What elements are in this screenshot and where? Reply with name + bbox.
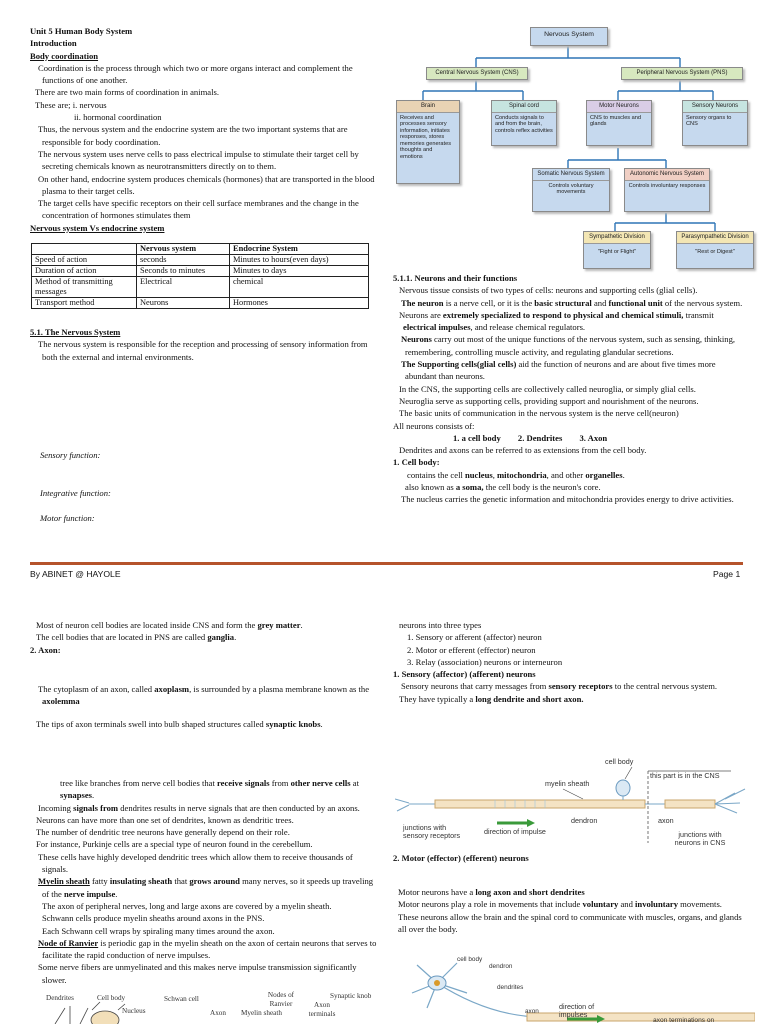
chart-node-title: Central Nervous System (CNS) xyxy=(435,70,519,76)
text-run: ganglia xyxy=(207,632,235,643)
chart-node-autonomic xyxy=(624,168,710,212)
paragraph: ii. hormonal coordination xyxy=(74,112,162,123)
section-heading: 5.1. The Nervous System xyxy=(30,327,121,337)
integrative-function-label: Integrative function: xyxy=(40,488,111,498)
sensory-neurons-heading: 1. Sensory (affector) (afferent) neurons xyxy=(393,669,536,680)
chart-node-sensory-neurons xyxy=(682,100,748,146)
text-run: long dendrite and short axon. xyxy=(475,693,584,704)
diagram-label: Myelin sheath xyxy=(241,1009,282,1017)
table-cell: Speed of action xyxy=(32,255,137,266)
figure-label-cell-body: cell body xyxy=(605,757,634,766)
diagram-label: Cell body xyxy=(97,994,126,1002)
figure-label-junction-receptors: junctions with sensory receptors xyxy=(403,823,461,840)
table-cell: Hormones xyxy=(230,298,369,309)
chart-node-cns xyxy=(426,67,528,80)
table-header-cell: Nervous system xyxy=(137,244,230,255)
table-cell: Method of transmitting messages xyxy=(32,277,137,298)
figure-label-dendron: dendron xyxy=(571,816,598,825)
text-run: tree like branches from nerve cell bodies that xyxy=(60,778,218,788)
paragraph: Dendrites and axons can be referred to as extensions from the cell body. xyxy=(399,445,647,456)
text-run: extremely specialized to respond to physical and chemical stimuli, xyxy=(442,309,684,320)
text-run: also known as xyxy=(405,482,456,493)
chart-node-title: Brain xyxy=(397,101,459,113)
paragraph xyxy=(30,683,370,708)
chart-node-pns xyxy=(621,67,743,80)
figure-label-myelin: myelin sheath xyxy=(545,779,590,788)
text-run: that xyxy=(172,876,190,887)
paragraph xyxy=(393,309,743,334)
axon-heading: 2. Axon: xyxy=(30,644,61,655)
text-run: to the central nervous system. xyxy=(612,681,718,692)
paragraph: The nervous system is responsible for the reception and processing of sensory information from both the external and internal environments. xyxy=(38,339,368,362)
paragraph: Each Schwann cell wraps by spiraling many times around the axon. xyxy=(42,925,275,936)
paragraph: All neurons consists of: xyxy=(393,420,475,431)
text-run: fatty xyxy=(89,876,110,887)
figure-label-dendron: dendron xyxy=(489,963,513,970)
diagram-label: Nucleus xyxy=(122,1007,146,1015)
table-cell: Electrical xyxy=(137,277,230,298)
paragraph xyxy=(30,777,380,802)
motor-neuron-figure xyxy=(397,953,755,1024)
list-item: 3. Relay (association) neurons or interneuron xyxy=(407,656,563,667)
paragraph: Coordination is the process through which two or more organs interact and complement the functions of one another. xyxy=(38,62,353,86)
page-divider xyxy=(30,562,743,565)
text-run: The cell bodies that are located in PNS are called xyxy=(36,632,208,643)
table-header-cell xyxy=(32,244,137,255)
text-run: organelles xyxy=(585,469,623,480)
chart-node-title: Parasympathetic Division xyxy=(677,232,753,244)
chart-node-somatic xyxy=(532,168,610,212)
text-run: . xyxy=(300,620,303,630)
paragraph: The number of dendritic tree neurons have generally depend on their role. xyxy=(36,827,290,838)
text-run: Motor neurons play a role in movements that include xyxy=(398,899,583,910)
sensory-function-label: Sensory function: xyxy=(40,450,101,460)
paragraph: These neurons allow the brain and the spinal cord to communicate with muscles, organs, and glands all over the body. xyxy=(398,911,742,934)
body-coordination-heading: Body coordination xyxy=(30,50,99,61)
text-run: nucleus xyxy=(465,469,493,480)
unit-title: Unit 5 Human Body System xyxy=(30,26,133,36)
text-run: grey matter xyxy=(257,620,301,630)
text-run: The cytoplasm of an axon, called xyxy=(38,684,155,694)
paragraph: The nucleus carries the genetic information and mitochondria provides energy to drive activities. xyxy=(401,494,734,505)
text-run: transmit xyxy=(683,309,714,320)
chart-node-title: Sympathetic Division xyxy=(584,232,650,244)
table-row xyxy=(32,255,369,266)
motor-neurons-heading-block xyxy=(393,852,743,864)
text-run: The Supporting cells(glial cells) xyxy=(401,359,517,370)
paragraph: The basic units of communication in the nervous system is the nerve cell(neuron) xyxy=(399,408,679,419)
chart-node-sympathetic xyxy=(583,231,651,269)
paragraph: These are; i. nervous xyxy=(35,99,107,110)
paragraph xyxy=(393,297,743,309)
text-run: synapses xyxy=(60,790,92,801)
paragraph xyxy=(30,619,380,631)
diagram-label: Nodes of Ranvier xyxy=(267,991,295,1008)
text-run: the cell body is the neuron's core. xyxy=(483,482,601,493)
text-run: Sensory neurons that carry messages from xyxy=(401,681,549,692)
page1-right-column xyxy=(393,272,743,506)
text-run: . xyxy=(92,790,95,801)
text-run: , and other xyxy=(546,469,586,480)
paragraph xyxy=(30,937,380,962)
text-run: Node of Ranvier xyxy=(38,937,99,948)
diagram-label: Axon terminals xyxy=(308,1001,336,1018)
text-run: aid the function of neurons and are about five times more abundant than neurons. xyxy=(405,359,716,382)
chart-node-body: "Rest or Digest" xyxy=(695,248,735,255)
text-run: is periodic gap in the myelin sheath on the axon of certain neurons that serves to facilitate the rapid conduction of nerve impulses. xyxy=(42,937,377,961)
text-run: . xyxy=(622,469,625,480)
chart-node-body: Receives and processes sensory information, initiates responses, stores memories generates thoughts and emotions xyxy=(400,114,451,160)
text-run: functional unit xyxy=(608,297,663,308)
text-run: from xyxy=(269,778,291,788)
table-cell: Transport method xyxy=(32,298,137,309)
list-item: 2. Motor or efferent (effector) neuron xyxy=(407,644,536,655)
figure-label-terminations: axon terminations on xyxy=(653,1017,715,1024)
section-5-1 xyxy=(30,326,380,363)
table-row xyxy=(32,298,369,309)
figure-label-cell-body: cell body xyxy=(457,956,483,963)
chart-node-motor-neurons xyxy=(586,100,652,146)
chart-node-title: Somatic Nervous System xyxy=(533,169,609,181)
text-run: Incoming xyxy=(38,802,74,813)
text-run: synaptic knobs xyxy=(265,719,321,729)
text-run: at xyxy=(350,778,359,788)
synaptic-knob-paragraph xyxy=(30,718,380,730)
paragraph xyxy=(393,469,743,481)
text-run: movements. xyxy=(678,899,722,910)
figure-label-cns: this part is in the CNS xyxy=(650,771,720,780)
text-run: dendrites results in nerve signals that are then conducted by an axons. xyxy=(118,802,360,813)
figure-label-axon: axon xyxy=(658,816,674,825)
text-run: The neuron xyxy=(401,297,444,308)
figure-label-dendrites: dendrites xyxy=(497,984,524,991)
paragraph xyxy=(393,680,743,692)
text-run: sensory receptors xyxy=(548,681,613,692)
text-run: , and release chemical regulators. xyxy=(470,322,586,333)
chart-node-title: Sensory Neurons xyxy=(683,101,747,113)
text-run: grows around xyxy=(189,876,240,887)
list-item: 1. Sensory or afferent (affector) neuron xyxy=(407,632,542,643)
chart-node-body: Controls voluntary movements xyxy=(548,182,594,195)
text-run: electrical impulses xyxy=(403,322,471,333)
axoplasm-paragraph xyxy=(30,683,370,708)
text-run: Motor neurons have a xyxy=(398,887,476,897)
paragraph: The nervous system uses nerve cells to pass electrical impulse to stimulate their target cell by secreting chemicals known as neurotransmitters directly on to them. xyxy=(38,148,359,172)
text-run: carry out most of the unique functions of the nervous system, such as sensing, thinking, remembering, controlling muscle activity, and regulating glandular secretions. xyxy=(405,334,736,357)
text-run: Myelin sheath xyxy=(38,876,90,887)
paragraph xyxy=(30,875,380,900)
text-run: The tips of axon terminals swell into bulb shaped structures called xyxy=(36,719,266,729)
chart-node-title: Nervous System xyxy=(544,31,594,38)
sensory-neuron-figure xyxy=(395,753,755,851)
text-run: other nerve cells xyxy=(290,778,351,788)
text-run: and xyxy=(618,899,636,910)
paragraph xyxy=(393,693,743,705)
text-run: Neurons are xyxy=(399,309,443,320)
chart-node-brain xyxy=(396,100,460,184)
text-run: , is surrounded by a plasma membrane known as the xyxy=(189,684,370,694)
diagram-label: Axon xyxy=(210,1009,226,1017)
text-run: and xyxy=(591,297,609,308)
comparison-heading: Nervous system Vs endocrine system xyxy=(30,222,165,233)
table-header-row xyxy=(32,244,369,255)
introduction-heading: Introduction xyxy=(30,38,77,49)
neuron-structure-diagram xyxy=(30,990,380,1024)
text-run: insulating sheath xyxy=(109,876,173,887)
page2-left-bottom xyxy=(30,777,380,986)
table-header-cell: Endocrine System xyxy=(230,244,369,255)
paragraph: Schwann cells produce myelin sheaths around axons in the PNS. xyxy=(42,913,265,924)
text-run: a soma, xyxy=(455,482,484,493)
paragraph: On other hand, endocrine system produces chemicals (hormones) that are transported in the blood plasma to their target cells. xyxy=(38,173,375,196)
section-heading: 5.1.1. Neurons and their functions xyxy=(393,273,518,283)
chart-node-body: CNS to muscles and glands xyxy=(590,114,641,127)
page2-right-top xyxy=(393,619,743,705)
table-cell: Neurons xyxy=(137,298,230,309)
nervous-system-chart xyxy=(393,23,755,275)
table-cell: Seconds to minutes xyxy=(137,266,230,277)
page2-right-motor xyxy=(398,886,743,935)
text-run: . xyxy=(234,632,237,643)
table-cell: Duration of action xyxy=(32,266,137,277)
text-run: Most of neuron cell bodies are located inside CNS and form the xyxy=(36,620,258,630)
text-run: Neurons xyxy=(401,334,432,345)
paragraph xyxy=(30,802,380,814)
chart-node-body: Controls involuntary responses xyxy=(628,182,706,189)
text-run: . xyxy=(320,719,323,729)
paragraph xyxy=(30,718,380,730)
table-cell: seconds xyxy=(137,255,230,266)
motor-neurons-heading: 2. Motor (effector) (efferent) neurons xyxy=(393,853,529,863)
text-run: , xyxy=(492,469,497,480)
table-row xyxy=(32,277,369,298)
chart-node-spinal-cord xyxy=(491,100,557,146)
chart-node-title: Motor Neurons xyxy=(587,101,651,113)
text-run: . xyxy=(115,888,118,899)
table-cell: Minutes to hours(even days) xyxy=(230,255,369,266)
paragraph: There are two main forms of coordination in animals. xyxy=(35,87,219,98)
paragraph xyxy=(393,333,743,358)
chart-node-title: Peripheral Nervous System (PNS) xyxy=(636,70,728,76)
diagram-label: Schwan cell xyxy=(164,995,199,1003)
paragraph: Neurons can have more than one set of dendrites, known as dendritic trees. xyxy=(36,814,294,825)
figure-label-direction: direction of impulse xyxy=(484,827,546,836)
paragraph: Neuroglia serve as supporting cells, providing support and nourishment of the neurons. xyxy=(399,395,699,406)
paragraph: These cells have highly developed dendritic trees which allow them to receive thousands of signals. xyxy=(38,851,353,875)
table-row xyxy=(32,266,369,277)
chart-node-body: Sensory organs to CNS xyxy=(686,114,732,127)
text-run: of the nervous system. xyxy=(662,297,743,308)
text-run: They have typically a xyxy=(399,693,476,704)
text-run: many nerves, so it speeds up traveling of the xyxy=(42,876,374,899)
text-run: axolemma xyxy=(42,696,80,707)
figure-label-junction-cns: junctions with neurons in CNS xyxy=(674,830,726,847)
paragraph: The axon of peripheral nerves, long and large axons are covered by a myelin sheath. xyxy=(42,900,332,911)
chart-node-title: Spinal cord xyxy=(492,101,556,113)
paragraph: Thus, the nervous system and the endocrine system are the two important systems that are responsible for body coordination. xyxy=(38,124,348,147)
neuron-parts-list: 1. a cell body 2. Dendrites 3. Axon xyxy=(453,432,608,443)
table-cell: chemical xyxy=(230,277,369,298)
footer-page-number: Page 1 xyxy=(713,569,741,579)
paragraph xyxy=(398,898,743,910)
figure-label-direction: direction of impulses xyxy=(559,1002,595,1019)
paragraph xyxy=(393,358,743,383)
text-run: mitochondria xyxy=(497,469,547,480)
paragraph: Some nerve fibers are unmyelinated and this makes nerve impulse transmission significantly slower. xyxy=(38,962,357,985)
text-run: contains the cell xyxy=(407,469,465,480)
text-run: is a nerve cell, or it is the xyxy=(443,297,535,308)
footer-author: By ABINET @ HAYOLE xyxy=(30,569,121,579)
paragraph: neurons into three types xyxy=(399,620,482,630)
paragraph: For instance, Purkinje cells are a special type of neuron found in the cerebellum. xyxy=(36,839,313,850)
diagram-label: Synaptic knob xyxy=(330,992,372,1000)
text-run: axoplasm xyxy=(154,684,190,694)
text-run: nerve impulse xyxy=(63,888,116,899)
paragraph: The target cells have specific receptors on their cell surface membranes and the change in the concentration of hormones stimulates them xyxy=(38,198,359,221)
paragraph xyxy=(30,631,380,643)
comparison-table xyxy=(31,243,369,309)
text-run: voluntary xyxy=(582,899,619,910)
text-run: signals from xyxy=(73,802,119,813)
figure-label-axon: axon xyxy=(525,1008,539,1015)
cell-body-heading: 1. Cell body: xyxy=(393,457,440,468)
chart-node-title: Autonomic Nervous System xyxy=(625,169,709,181)
text-run: receive signals xyxy=(217,778,270,788)
motor-function-label: Motor function: xyxy=(40,513,95,523)
table-cell: Minutes to days xyxy=(230,266,369,277)
chart-node-nervous-system xyxy=(530,27,608,46)
text-run: involuntary xyxy=(635,899,679,910)
paragraph xyxy=(393,481,743,493)
page2-left-top xyxy=(30,619,380,656)
paragraph xyxy=(398,886,743,898)
text-run: basic structural xyxy=(534,297,592,308)
paragraph: In the CNS, the supporting cells are collectively called neuroglia, or simply glial cells. xyxy=(399,383,696,394)
chart-node-parasympathetic xyxy=(676,231,754,269)
chart-node-body: "Fight or Flight" xyxy=(597,248,637,255)
page1-left-column xyxy=(30,25,380,234)
paragraph: Nervous tissue consists of two types of cells: neurons and supporting cells (glial cells). xyxy=(399,285,698,296)
diagram-label: Dendrites xyxy=(46,994,74,1002)
text-run: long axon and short dendrites xyxy=(475,887,585,897)
chart-node-body: Conducts signals to and from the brain, controls reflex activities xyxy=(495,114,553,134)
